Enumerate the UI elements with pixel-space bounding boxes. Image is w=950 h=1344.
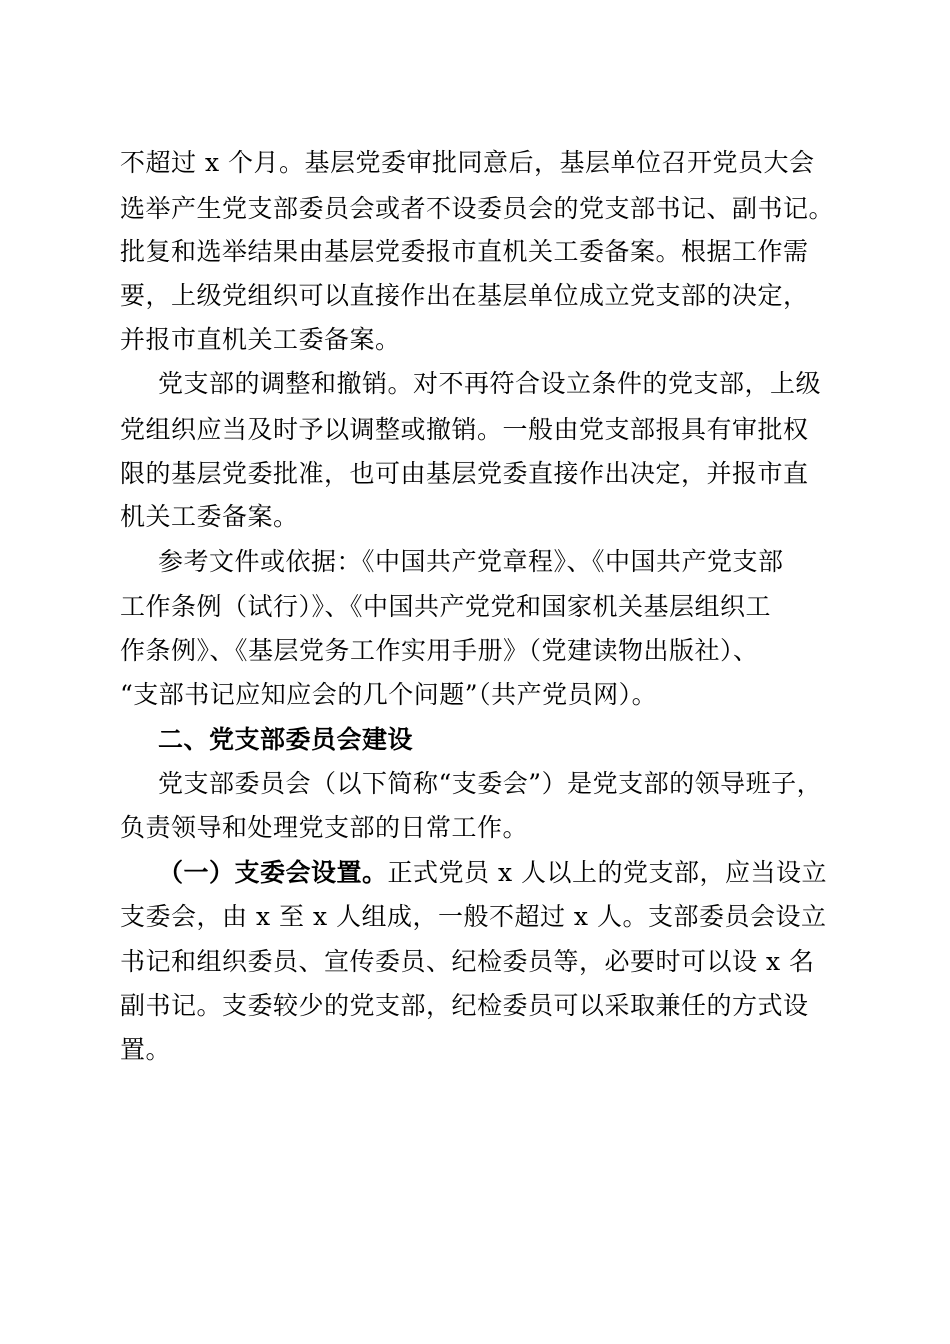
- paragraph-line: 书记和组织委员、宣传委员、纪检委员等，必要时可以设 x 名: [120, 947, 815, 976]
- section-heading: 二、党支部委员会建设: [158, 725, 414, 754]
- subsection-line: [158, 853, 827, 893]
- paragraph-line: 不超过 x 个月。基层党委审批同意后，基层单位召开党员大会: [120, 148, 815, 177]
- subsection-title: 支委会设置。: [234, 858, 388, 887]
- paragraph-line: 限的基层党委批准，也可由基层党委直接作出决定，并报市直: [120, 459, 809, 488]
- paragraph-line: 机关工委备案。: [120, 502, 299, 531]
- paragraph-line: “支部书记应知应会的几个问题”（共产党员网）。: [120, 680, 658, 709]
- paragraph-line: 党支部的调整和撤销。对不再符合设立条件的党支部，上级: [158, 369, 822, 398]
- paragraph-line: 支委会，由 x 至 x 人组成，一般不超过 x 人。支部委员会设立: [120, 902, 827, 931]
- paragraph-line: 党组织应当及时予以调整或撤销。一般由党支部报具有审批权: [120, 415, 809, 444]
- subsection-text: 正式党员 x 人以上的党支部，应当设立: [387, 858, 828, 887]
- paragraph-line: 负责领导和处理党支部的日常工作。: [120, 813, 529, 842]
- paragraph-line: 工作条例（试行）》、《中国共产党党和国家机关基层组织工: [120, 592, 772, 621]
- paragraph-line: 作条例》、《基层党务工作实用手册》（党建读物出版社）、: [120, 636, 759, 665]
- subsection-number: （一）: [158, 858, 235, 887]
- paragraph-line: 并报市直机关工委备案。: [120, 325, 401, 354]
- paragraph-line: 副书记。支委较少的党支部，纪检委员可以采取兼任的方式设: [120, 991, 809, 1020]
- paragraph-line: 党支部委员会（以下简称“支委会”）是党支部的领导班子，: [158, 769, 823, 798]
- paragraph-line: 批复和选举结果由基层党委报市直机关工委备案。根据工作需: [120, 237, 809, 266]
- paragraph-line: 置。: [120, 1035, 172, 1064]
- paragraph-line: 要，上级党组织可以直接作出在基层单位成立党支部的决定，: [120, 281, 809, 310]
- paragraph-line: 参考文件或依据：《中国共产党章程》、《中国共产党支部: [158, 547, 784, 576]
- paragraph-line: 选举产生党支部委员会或者不设委员会的党支部书记、副书记。: [120, 194, 835, 223]
